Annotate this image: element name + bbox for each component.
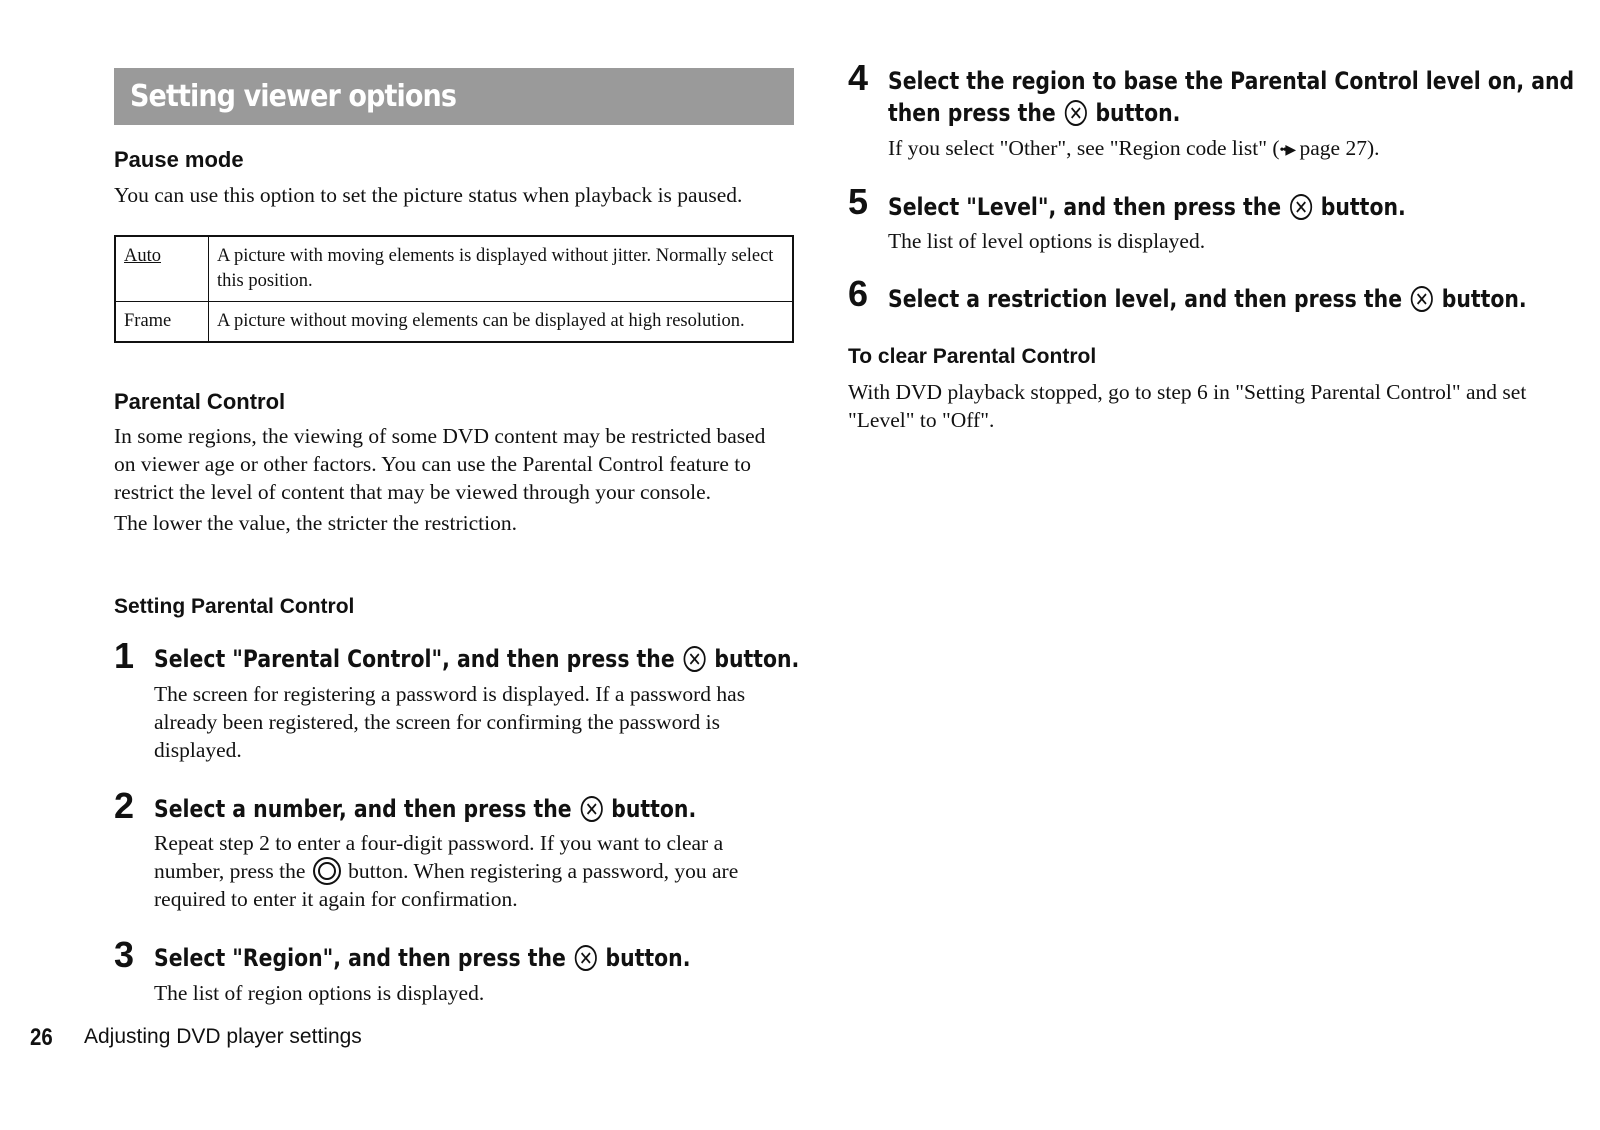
pause-mode-intro: You can use this option to set the picture status when playback is paused.	[114, 183, 743, 207]
cross-button-icon	[580, 796, 602, 822]
step-title-text: button.	[714, 645, 800, 673]
page-reference-arrow-icon: ••▶	[1279, 143, 1295, 158]
step-title-text: Select "Region", and then press the	[154, 944, 566, 972]
step-number: 2	[114, 785, 135, 826]
step-number: 1	[114, 635, 135, 676]
step-number: 5	[848, 181, 869, 222]
step-title-text: Select "Parental Control", and then press the	[154, 645, 675, 673]
setting-parental-control-heading: Setting Parental Control	[114, 595, 355, 618]
clear-parental-control-body: With DVD playback stopped, go to step 6 in "Setting Parental Control" and set "Level" to "Off".	[848, 380, 1527, 432]
parental-control-description	[114, 422, 774, 537]
step-title-text: button.	[1441, 285, 1527, 313]
section-title: Setting viewer options	[130, 79, 456, 114]
step-body	[888, 134, 1538, 165]
step-title-text: button.	[605, 944, 691, 972]
step-number: 4	[848, 57, 869, 98]
step-title	[888, 65, 1574, 129]
step-number: 6	[848, 273, 869, 314]
step-body: The screen for registering a password is displayed. If a password has already been registered, the screen for confirming the password is displayed.	[154, 682, 746, 762]
option-desc-auto: A picture with moving elements is displayed without jitter. Normally select this position.	[209, 236, 794, 302]
cross-button-icon	[683, 646, 705, 672]
pause-mode-options-table	[114, 235, 794, 343]
circle-button-icon	[313, 857, 341, 885]
step-title-text: button.	[1095, 99, 1181, 127]
step-body-text: Repeat step 2 to enter a four-digit password. If you want to clear a number, press the	[154, 831, 724, 883]
cross-button-icon	[1065, 100, 1087, 126]
option-key-frame: Frame	[115, 302, 209, 343]
step-title-text: button.	[611, 795, 697, 823]
option-key-auto: Auto	[124, 246, 161, 266]
step-title	[888, 283, 1527, 315]
step-body: The list of region options is displayed.	[154, 981, 485, 1005]
cross-button-icon	[1411, 286, 1433, 312]
section-title-banner	[114, 68, 794, 125]
step-title-text: Select a restriction level, and then press the	[888, 285, 1403, 313]
step-body-text: If you select "Other", see "Region code list" (	[888, 136, 1280, 160]
pause-mode-heading: Pause mode	[114, 147, 244, 172]
step-body	[154, 829, 794, 913]
table-row	[115, 302, 793, 343]
step-title-text: Select the region to base the Parental Control level on, and	[888, 67, 1575, 95]
step-body-text: page 27).	[1299, 136, 1380, 160]
step-number: 3	[114, 934, 135, 975]
step-title-text: Select "Level", and then press the	[888, 193, 1282, 221]
step-title-text: button.	[1320, 193, 1406, 221]
clear-parental-control-heading: To clear Parental Control	[848, 345, 1097, 368]
cross-button-icon	[1290, 194, 1312, 220]
step-body-text: button. When registering a password, you are required to enter it again for confirmation.	[154, 859, 739, 911]
parental-control-heading: Parental Control	[114, 389, 286, 414]
step-title	[888, 191, 1406, 223]
option-key-cell	[115, 236, 209, 302]
parental-control-paragraph: In some regions, the viewing of some DVD content may be restricted based on viewer age or other factors. You can use the Parental Control feature to restrict the level of content that may be viewed through your console.	[114, 424, 766, 504]
table-row	[115, 236, 793, 302]
footer-section-title: Adjusting DVD player settings	[84, 1025, 362, 1048]
step-title	[154, 793, 696, 825]
cross-button-icon	[575, 945, 597, 971]
parental-control-paragraph: The lower the value, the stricter the restriction.	[114, 511, 517, 535]
step-title-text: Select a number, and then press the	[154, 795, 572, 823]
step-title-text: then press the	[888, 99, 1056, 127]
step-title	[154, 942, 690, 974]
step-title-line	[888, 97, 1574, 129]
step-title	[154, 643, 799, 675]
page-number: 26	[30, 1024, 53, 1051]
option-desc-frame: A picture without moving elements can be displayed at high resolution.	[209, 302, 794, 343]
step-body: The list of level options is displayed.	[888, 229, 1206, 253]
